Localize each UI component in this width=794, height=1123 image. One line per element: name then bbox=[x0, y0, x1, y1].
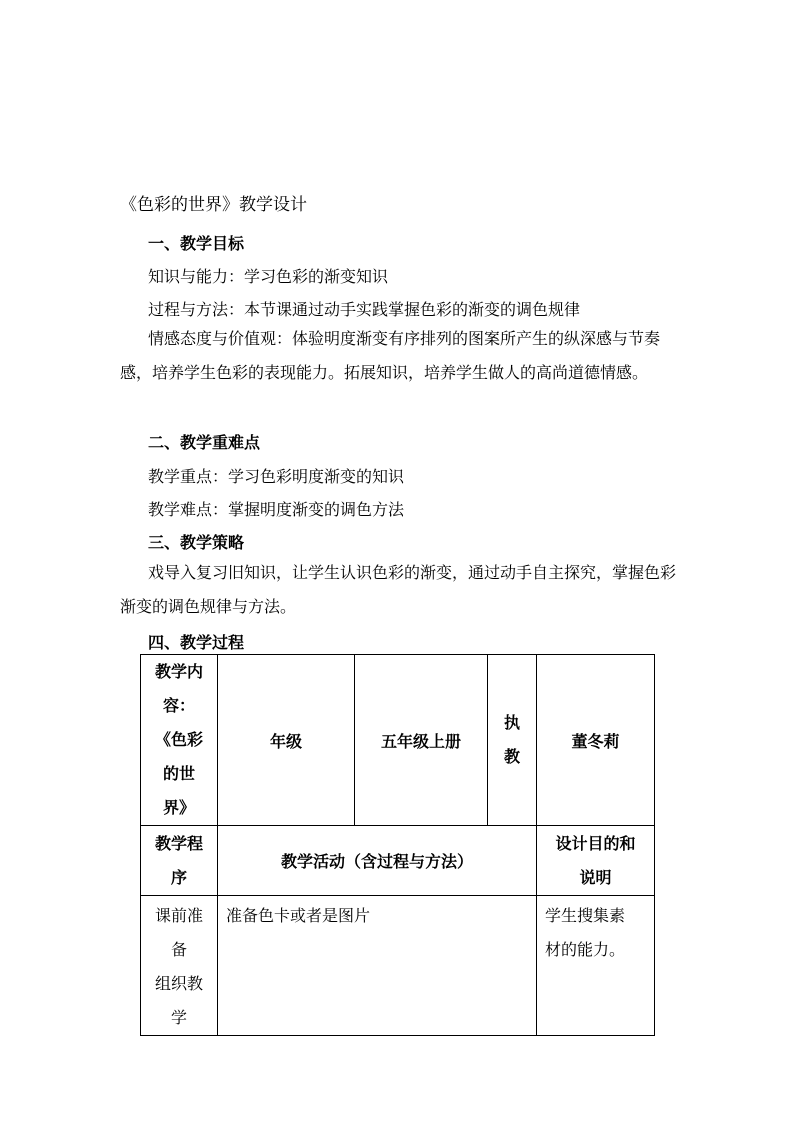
cell-text: 教学内 bbox=[154, 662, 203, 681]
table-cell-teacher-name: 董冬莉 bbox=[537, 655, 655, 826]
goal-knowledge: 知识与能力：学习色彩的渐变知识 bbox=[148, 267, 389, 286]
cell-text: 课前准 bbox=[154, 906, 203, 925]
cell-text: 的世 bbox=[162, 764, 195, 783]
cell-text: 学 bbox=[170, 1008, 187, 1027]
cell-text: 学生搜集素 bbox=[545, 906, 626, 925]
goal-emotion: 情感态度与价值观：体验明度渐变有序排列的图案所产生的纵深感与节奏感，培养学生色彩的表现能力。拓展知识，培养学生做人的高尚道德情感。 bbox=[120, 329, 661, 382]
cell-text: 《色彩 bbox=[154, 730, 203, 749]
table-cell-procedure-header bbox=[141, 826, 218, 896]
table-cell-purpose-header bbox=[537, 826, 655, 896]
cell-text: 组织教 bbox=[154, 974, 203, 993]
cell-text: 备 bbox=[170, 940, 187, 959]
table-cell-grade-label: 年级 bbox=[218, 655, 355, 826]
section-heading-goals: 一、教学目标 bbox=[148, 234, 245, 253]
cell-text: 材的能力。 bbox=[545, 940, 626, 959]
table-cell-step bbox=[141, 896, 218, 1036]
table-cell-activity-header: 教学活动（含过程与方法） bbox=[218, 826, 537, 896]
cell-text: 序 bbox=[170, 867, 187, 887]
table-row bbox=[141, 655, 655, 826]
document-title: 《色彩的世界》教学设计 bbox=[120, 195, 307, 215]
difficult-point: 教学难点：掌握明度渐变的调色方法 bbox=[148, 500, 405, 519]
table-cell-activity: 准备色卡或者是图片 bbox=[218, 896, 537, 1036]
table-cell-purpose bbox=[537, 896, 655, 1036]
key-point: 教学重点：学习色彩明度渐变的知识 bbox=[148, 467, 405, 486]
cell-text: 容： bbox=[162, 696, 195, 715]
table-cell-teacher-label bbox=[488, 655, 537, 826]
cell-text: 设计目的和 bbox=[555, 833, 636, 853]
section-heading-strategy: 三、教学策略 bbox=[148, 533, 245, 552]
strategy-text: 戏导入复习旧知识，让学生认识色彩的渐变，通过动手自主探究，掌握色彩渐变的调色规律与方法。 bbox=[120, 563, 677, 616]
section-heading-key-points: 二、教学重难点 bbox=[148, 433, 261, 452]
table-cell-content bbox=[141, 655, 218, 826]
cell-text: 教 bbox=[503, 747, 520, 766]
cell-text: 说明 bbox=[579, 867, 612, 887]
table-row bbox=[141, 896, 655, 1036]
goal-process: 过程与方法：本节课通过动手实践掌握色彩的渐变的调色规律 bbox=[148, 300, 581, 319]
cell-text: 执 bbox=[503, 713, 520, 732]
table-cell-grade-value: 五年级上册 bbox=[355, 655, 488, 826]
cell-text: 教学程 bbox=[154, 833, 203, 853]
lesson-table bbox=[140, 654, 655, 1036]
section-heading-process: 四、教学过程 bbox=[148, 633, 245, 652]
cell-text: 界》 bbox=[162, 798, 195, 817]
table-row bbox=[141, 826, 655, 896]
